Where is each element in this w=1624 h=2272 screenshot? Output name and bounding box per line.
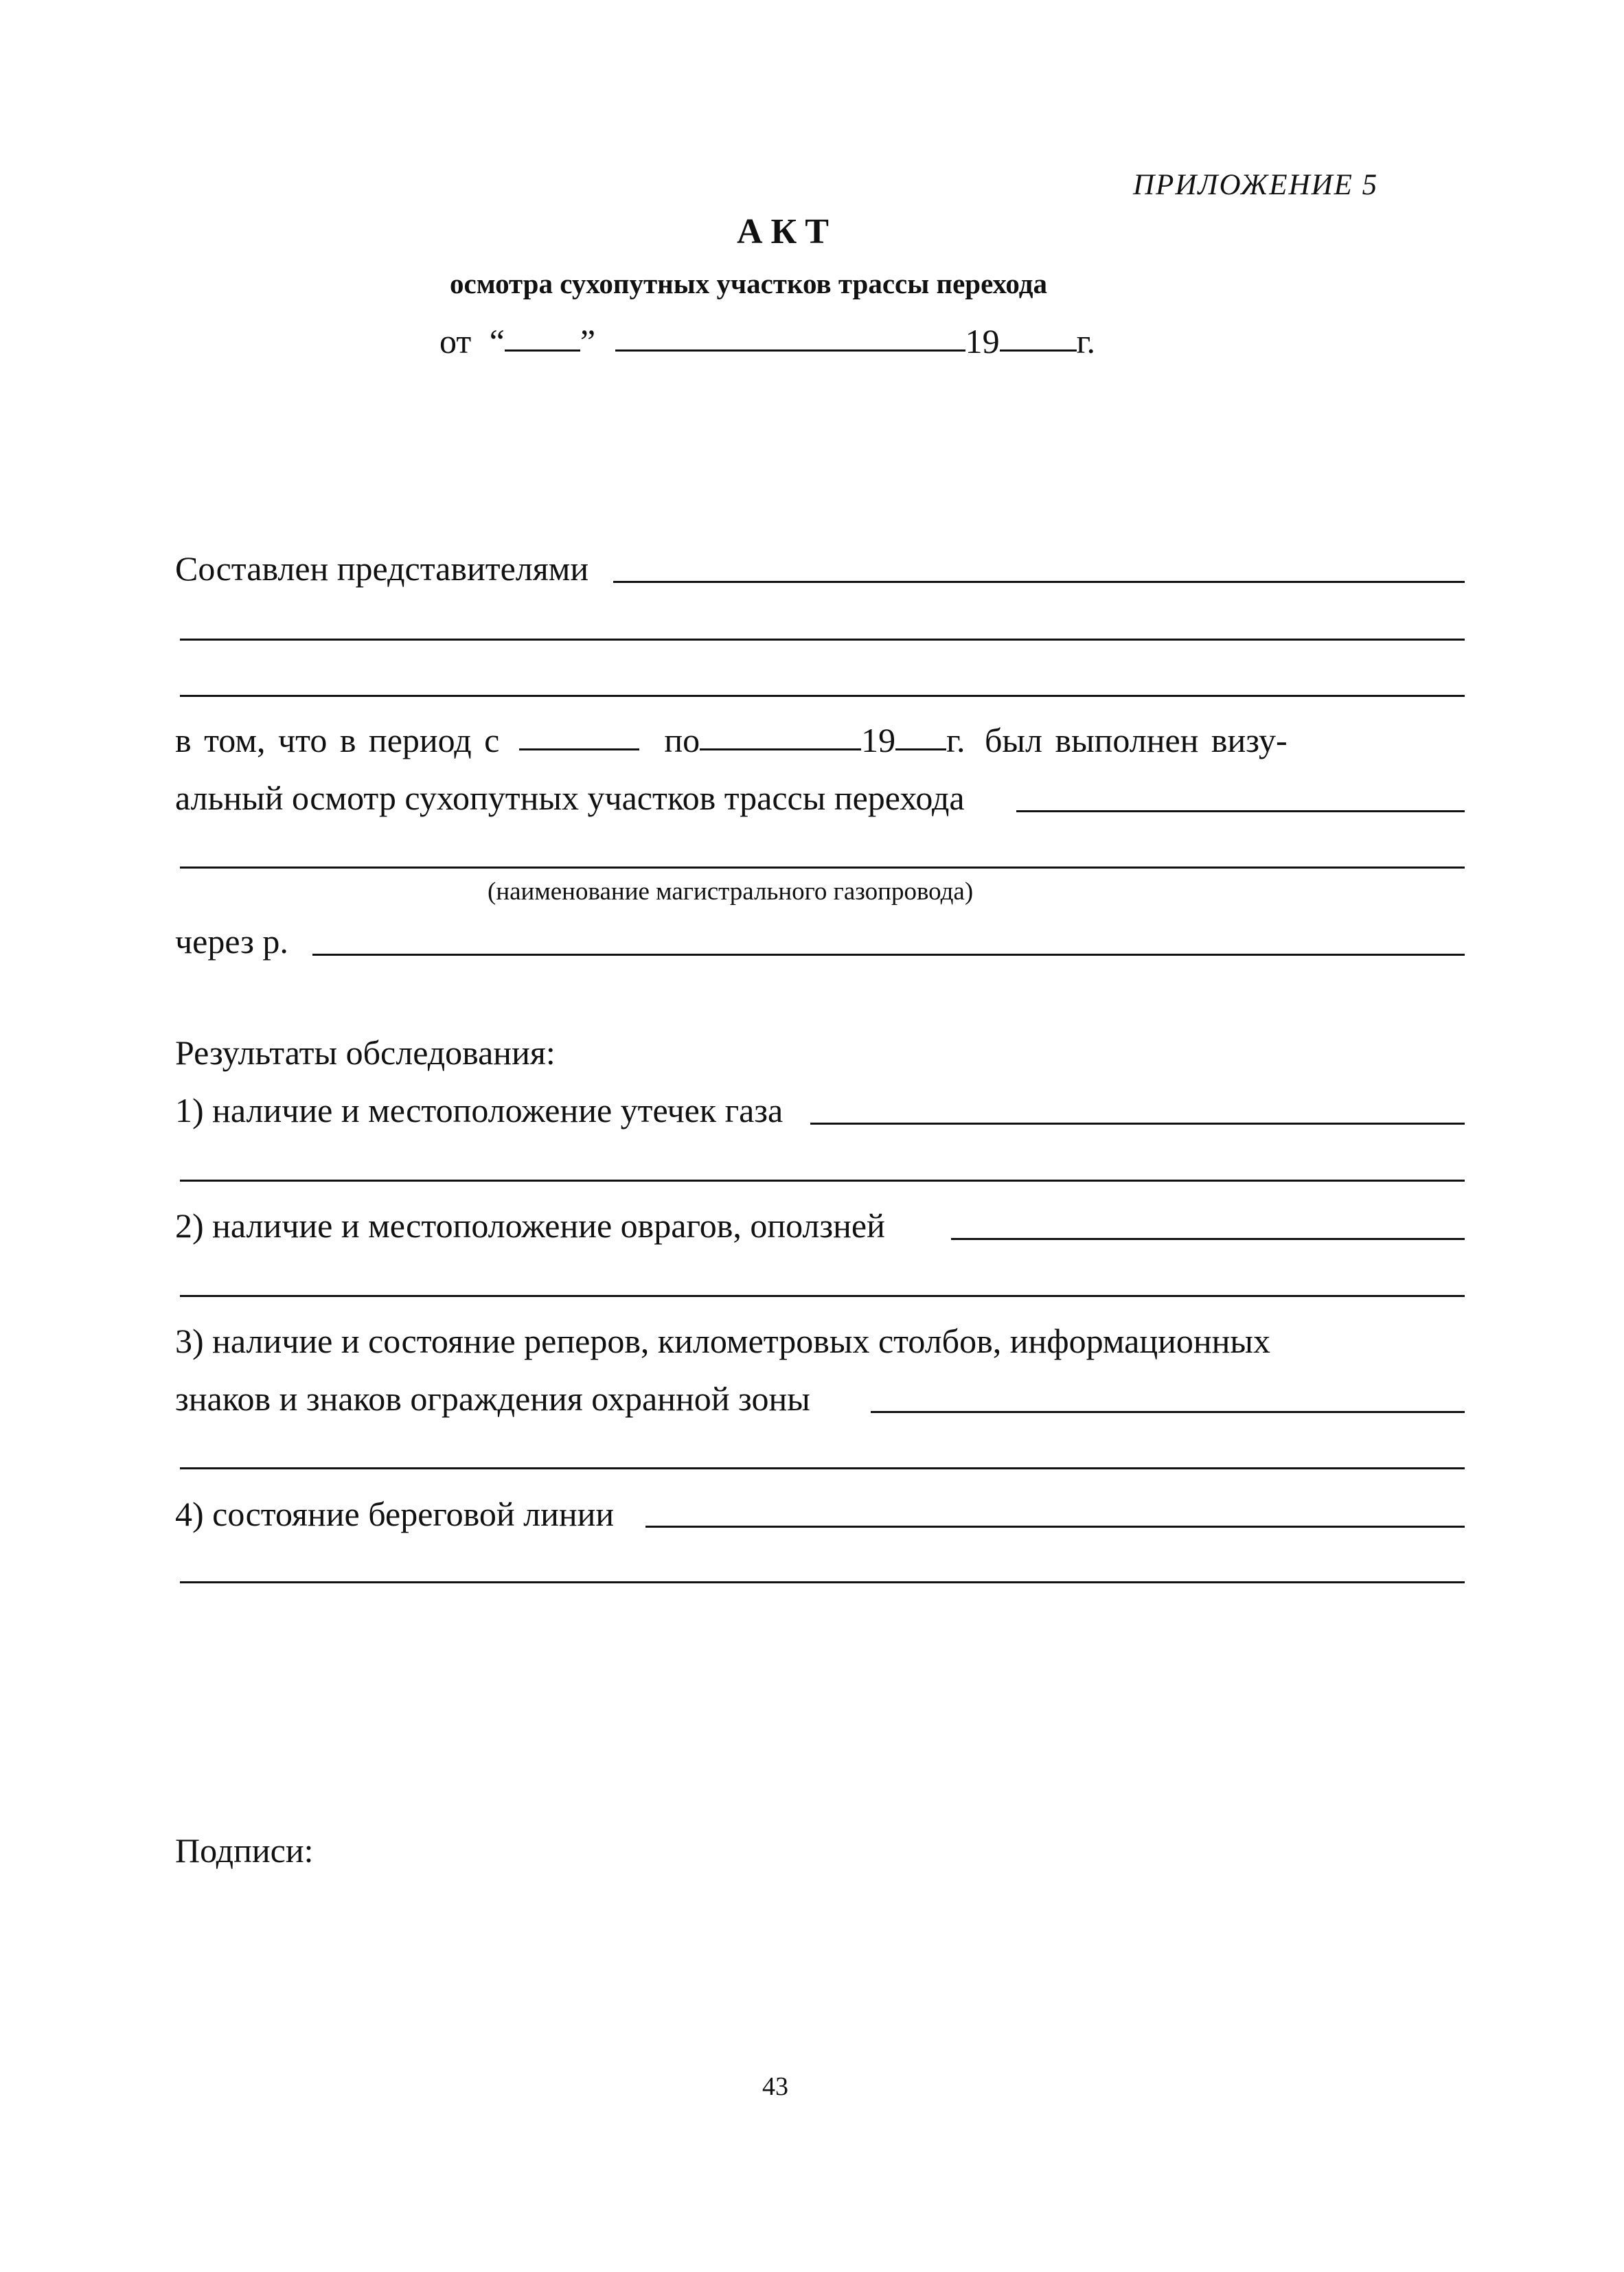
item-4-field-1[interactable] <box>645 1526 1465 1528</box>
period-start-blank[interactable] <box>519 748 639 750</box>
period-to-label: по <box>664 721 700 759</box>
item-3-field-2[interactable] <box>180 1467 1465 1469</box>
period-year-suffix: г. <box>946 721 965 759</box>
date-century: 19 <box>965 322 1000 360</box>
item-2-label: 2) наличие и местоположение оврагов, оползней <box>175 1206 885 1245</box>
period-prefix: в том, что в период с <box>175 721 500 759</box>
item-2-field-1[interactable] <box>951 1238 1465 1240</box>
date-quote-open: “ <box>489 322 505 360</box>
item-4-label: 4) состояние береговой линии <box>175 1495 615 1533</box>
item-1-field-2[interactable] <box>180 1180 1465 1182</box>
period-century: 19 <box>861 721 896 759</box>
item-3-label-line1: 3) наличие и состояние реперов, километровых столбов, информационных <box>175 1322 1270 1360</box>
signatures-label: Подписи: <box>175 1831 314 1870</box>
date-from-label: от <box>439 322 472 360</box>
item-4-field-2[interactable] <box>180 1581 1465 1583</box>
item-1-label: 1) наличие и местоположение утечек газа <box>175 1091 784 1129</box>
appendix-label: ПРИЛОЖЕНИЕ 5 <box>1133 169 1379 201</box>
item-3-field-1[interactable] <box>871 1411 1465 1413</box>
document-subtitle: осмотра сухопутных участков трассы перехода <box>450 268 1047 299</box>
date-line <box>439 324 1095 358</box>
date-year-blank[interactable] <box>1000 349 1077 352</box>
page-number: 43 <box>762 2072 788 2101</box>
crossing-field-2[interactable] <box>180 867 1465 869</box>
inspection-line: альный осмотр сухопутных участков трассы перехода <box>175 779 965 817</box>
river-field[interactable] <box>312 954 1465 956</box>
item-1-field-1[interactable] <box>810 1123 1465 1125</box>
item-3-label-line2: знаков и знаков ограждения охранной зоны <box>175 1379 810 1418</box>
document-title: АКТ <box>737 212 837 251</box>
results-heading: Результаты обследования: <box>175 1033 556 1072</box>
representatives-field-3[interactable] <box>180 695 1465 697</box>
item-2-field-2[interactable] <box>180 1295 1465 1297</box>
period-year-blank[interactable] <box>895 748 946 750</box>
representatives-field-1[interactable] <box>613 581 1465 583</box>
date-quote-close: ” <box>580 322 596 360</box>
representatives-field-2[interactable] <box>180 639 1465 641</box>
date-year-suffix: г. <box>1076 322 1095 360</box>
date-day-blank[interactable] <box>505 349 580 352</box>
period-line <box>175 723 1288 757</box>
pipeline-caption: (наименование магистрального газопровода) <box>488 877 974 906</box>
date-month-blank[interactable] <box>615 349 965 352</box>
period-tail: был выполнен визу- <box>984 721 1288 759</box>
river-label: через р. <box>175 922 288 961</box>
period-end-blank[interactable] <box>700 748 861 750</box>
crossing-field-1[interactable] <box>1016 810 1465 812</box>
composed-by-label: Составлен представителями <box>175 549 589 588</box>
